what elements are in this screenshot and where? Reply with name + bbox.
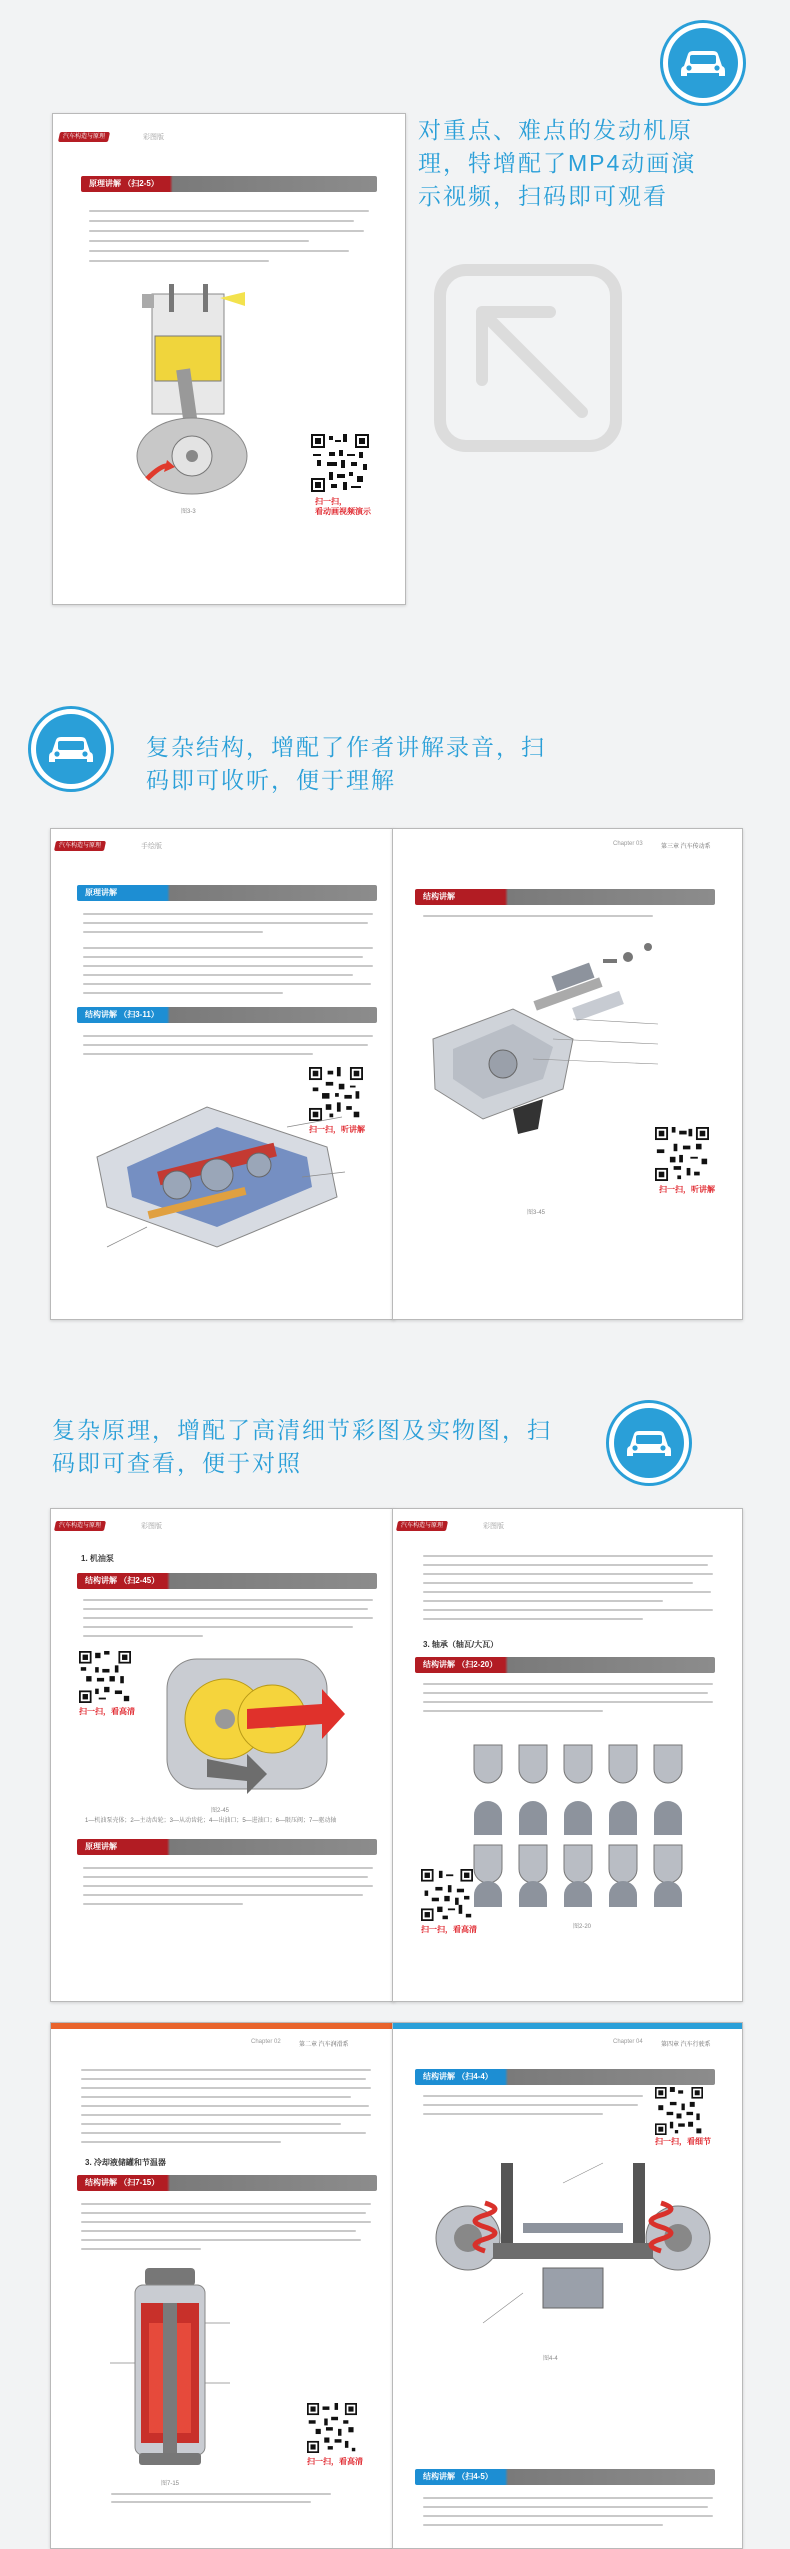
section-headline-video: 对重点、难点的发动机原理，特增配了MP4动画演示视频，扫码即可观看 (418, 117, 697, 209)
engine-cylinder-illustration (117, 274, 267, 504)
structure-label: 结构讲解 （扫4-4） (423, 2072, 493, 2081)
qr-code[interactable] (311, 434, 369, 492)
book-logo: 汽车构造与原理 (58, 132, 110, 142)
chapter-label: Chapter 04 (613, 2039, 643, 2045)
book-page-bearings (392, 1508, 743, 2002)
qr-code[interactable] (307, 2403, 357, 2453)
bearing-shells-illustration (469, 1735, 709, 1915)
qr-caption: 扫一扫，看高清 (79, 1707, 135, 1716)
exploded-valve-illustration (423, 929, 673, 1139)
coolant-reservoir-illustration (105, 2263, 235, 2473)
header-right: 第二章 汽车润滑系 (299, 2042, 349, 2048)
book-page-oil-pump (50, 1508, 395, 2002)
arrow-up-left-icon (432, 262, 624, 454)
book-logo: 汽车构造与原理 (396, 1521, 448, 1531)
section-headline-audio: 复杂结构，增配了作者讲解录音，扫码即可收听，便于理解 (146, 734, 546, 793)
chapter-label: 手绘版 (141, 843, 162, 850)
book-page-coolant (50, 2022, 395, 2549)
principle-label: 原理讲解 (85, 1842, 117, 1851)
structure-label: 结构讲解 （扫2-45） (85, 1576, 160, 1585)
qr-code[interactable] (655, 1127, 709, 1181)
color-band-orange (51, 2023, 394, 2029)
figure-caption: 1—机油泵壳体；2—主动齿轮；3—从动齿轮；4—出油口；5—进油口；6—限压阀；7—驱动轴 (85, 1818, 337, 1824)
book-page-video (52, 113, 406, 605)
book-page-audio-right (392, 828, 743, 1320)
structure-label: 结构讲解 （扫7-15） (85, 2178, 160, 2187)
structure-label: 结构讲解 (423, 892, 455, 901)
book-logo: 汽车构造与原理 (54, 841, 106, 851)
book-page-suspension (392, 2022, 743, 2549)
qr-code[interactable] (79, 1651, 131, 1703)
principle-label: 原理讲解 (85, 888, 117, 897)
structure-label: 结构讲解 （扫2-20） (423, 1660, 498, 1669)
color-band-blue (393, 2023, 742, 2029)
header-right: 第四章 汽车行驶系 (661, 2042, 711, 2048)
chapter-label: Chapter 02 (251, 2039, 281, 2045)
chapter-label: 彩图版 (143, 134, 164, 141)
qr-caption: 扫一扫，看高清 (307, 2457, 363, 2466)
structure-bar (415, 889, 715, 905)
qr-caption: 扫一扫，听讲解 (309, 1125, 365, 1134)
car-icon (46, 732, 96, 766)
gearbox-cutaway-illustration (87, 1087, 357, 1257)
qr-code[interactable] (655, 2087, 703, 2135)
section-heading: 3. 冷却液储罐和节温器 (85, 2158, 166, 2167)
section-heading: 1. 机油泵 (81, 1554, 114, 1563)
car-icon-badge-3 (606, 1400, 692, 1486)
principle-bar (77, 885, 377, 901)
figure-number: 图2-45 (211, 1808, 230, 1814)
qr-caption: 扫一扫，看高清 (421, 1925, 477, 1934)
qr-caption: 扫一扫， 看动画视频演示 (315, 497, 371, 516)
structure-label: 结构讲解 （扫3-11） (85, 1010, 159, 1019)
principle-label: 原理讲解 （扫2-5） (89, 179, 159, 188)
header-right: 第三章 汽车传动系 (661, 844, 711, 850)
section-heading: 3. 轴承（轴瓦/大瓦） (423, 1640, 499, 1649)
figure-number: 图3-3 (181, 509, 196, 515)
car-icon-badge-1 (660, 20, 746, 106)
car-icon-badge-2 (28, 706, 114, 792)
qr-code[interactable] (421, 1869, 473, 1921)
structure-label-2: 结构讲解 （扫4-5） (423, 2472, 493, 2481)
figure-number: 图7-15 (161, 2481, 180, 2487)
principle-bar (77, 1839, 377, 1855)
qr-caption: 扫一扫，听讲解 (659, 1185, 715, 1194)
figure-number: 图3-45 (527, 1210, 546, 1216)
section-headline-image: 复杂原理，增配了高清细节彩图及实物图，扫码即可查看，便于对照 (52, 1417, 552, 1476)
rear-suspension-illustration (423, 2143, 723, 2343)
chapter-label: Chapter 03 (613, 841, 643, 847)
book-page-audio-left (50, 828, 395, 1320)
chapter-label: 彩图版 (483, 1523, 504, 1530)
qr-caption: 扫一扫，看细节 (655, 2137, 711, 2146)
car-icon (624, 1426, 674, 1460)
gear-pump-illustration (147, 1649, 347, 1799)
figure-number: 图2-20 (573, 1924, 592, 1930)
chapter-label: 彩图版 (141, 1523, 162, 1530)
book-logo: 汽车构造与原理 (54, 1521, 106, 1531)
figure-number: 图4-4 (543, 2356, 558, 2362)
car-icon (678, 46, 728, 80)
